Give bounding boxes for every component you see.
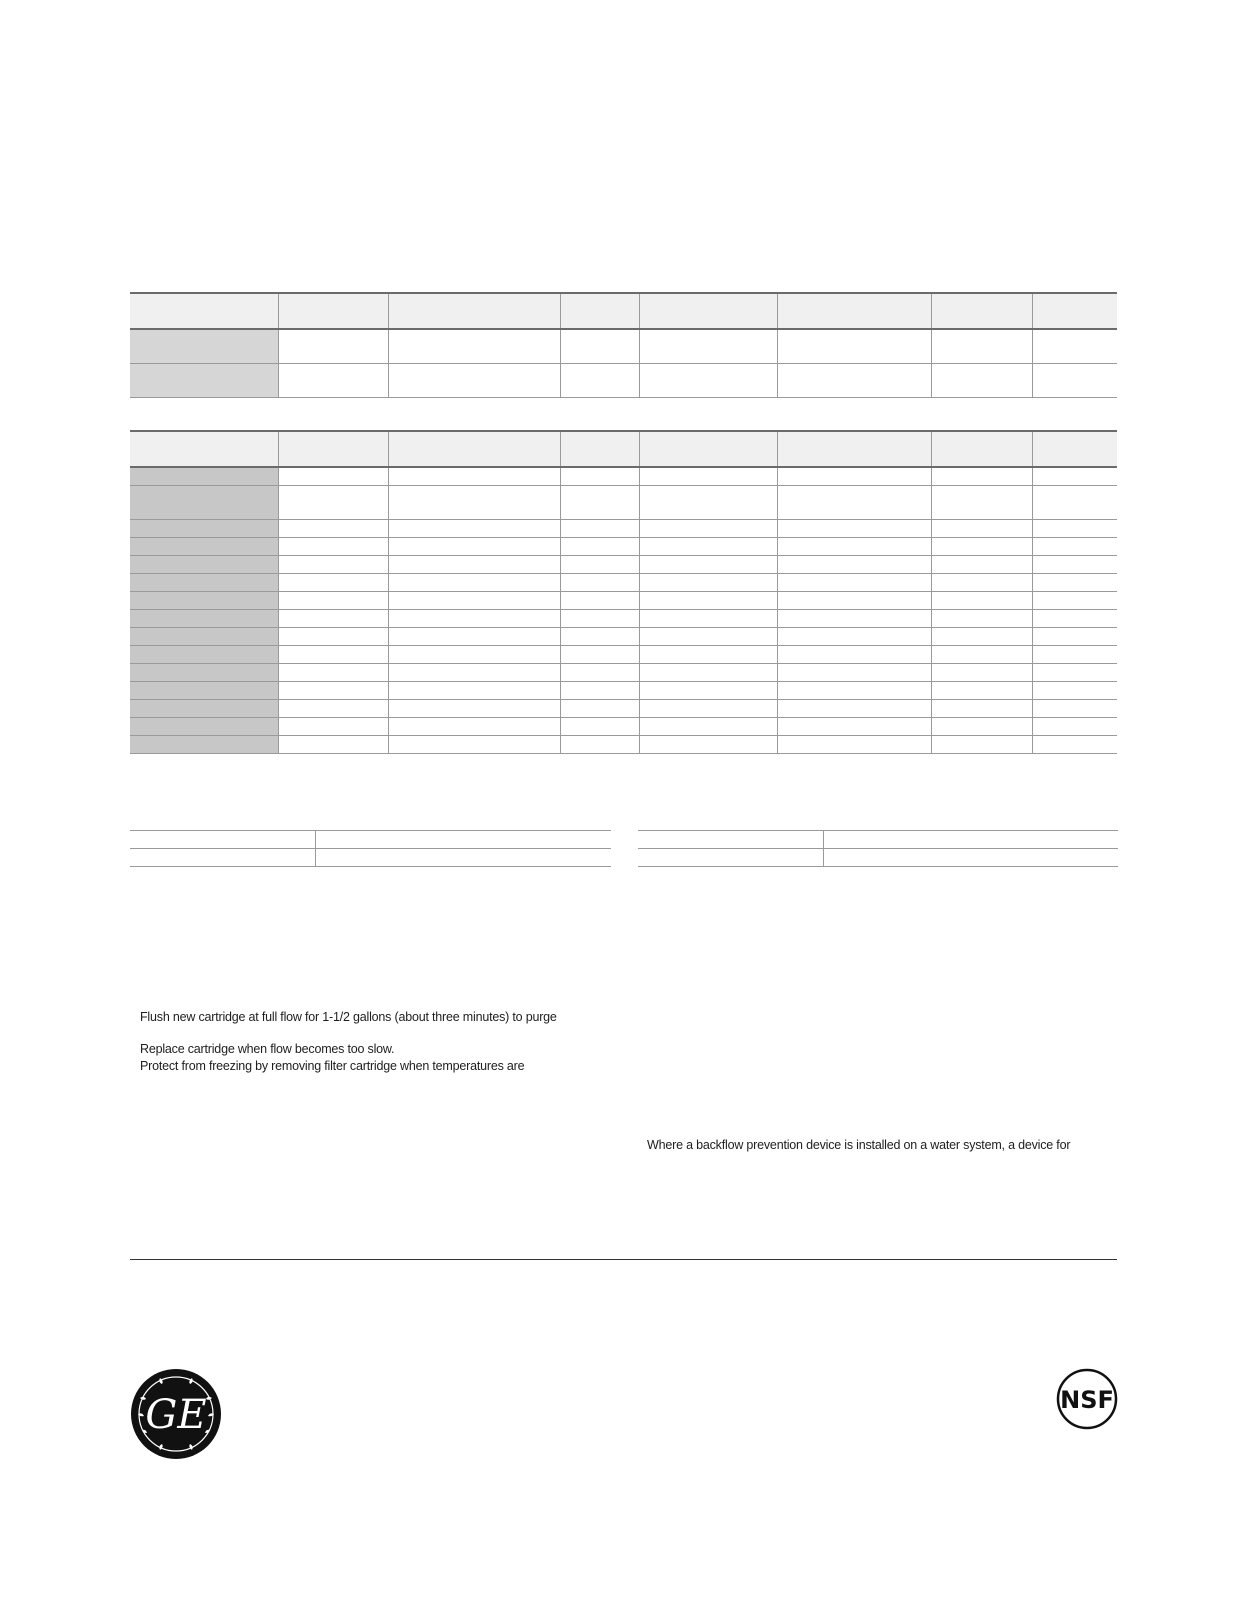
table-row (130, 849, 611, 867)
performance-table-main (130, 430, 1117, 754)
table-row (130, 556, 1117, 574)
instruction-flush: Flush new cartridge at full flow for 1-1/2 gallons (about three minutes) to purge (140, 1010, 557, 1024)
table-row (130, 682, 1117, 700)
table-row (130, 329, 1117, 364)
table-row (130, 831, 611, 849)
table-row (130, 467, 1117, 486)
table-row (130, 700, 1117, 718)
instruction-freezing: Protect from freezing by removing filter cartridge when temperatures are (140, 1059, 525, 1073)
table-row (130, 592, 1117, 610)
table-row (130, 718, 1117, 736)
ge-logo (130, 1368, 222, 1460)
performance-table-top (130, 292, 1117, 398)
footer-divider (130, 1259, 1117, 1260)
table-header-row (130, 293, 1117, 329)
spec-table-left (130, 830, 611, 867)
spec-table-right (638, 830, 1118, 867)
table-row (130, 736, 1117, 754)
nsf-logo (1056, 1368, 1118, 1430)
backflow-note: Where a backflow prevention device is installed on a water system, a device for (647, 1138, 1071, 1152)
table-header-row (130, 431, 1117, 467)
table-row (638, 849, 1118, 867)
table-row (130, 628, 1117, 646)
table-row (130, 646, 1117, 664)
table-row (130, 486, 1117, 520)
ge-logo-text: GE (145, 1392, 207, 1438)
table-row (130, 520, 1117, 538)
table-row (638, 831, 1118, 849)
nsf-logo-text: NSF (1060, 1386, 1114, 1414)
table-row (130, 538, 1117, 556)
instruction-replace: Replace cartridge when flow becomes too slow. (140, 1042, 395, 1056)
table-row (130, 574, 1117, 592)
table-row (130, 610, 1117, 628)
table-row (130, 364, 1117, 398)
table-row (130, 664, 1117, 682)
